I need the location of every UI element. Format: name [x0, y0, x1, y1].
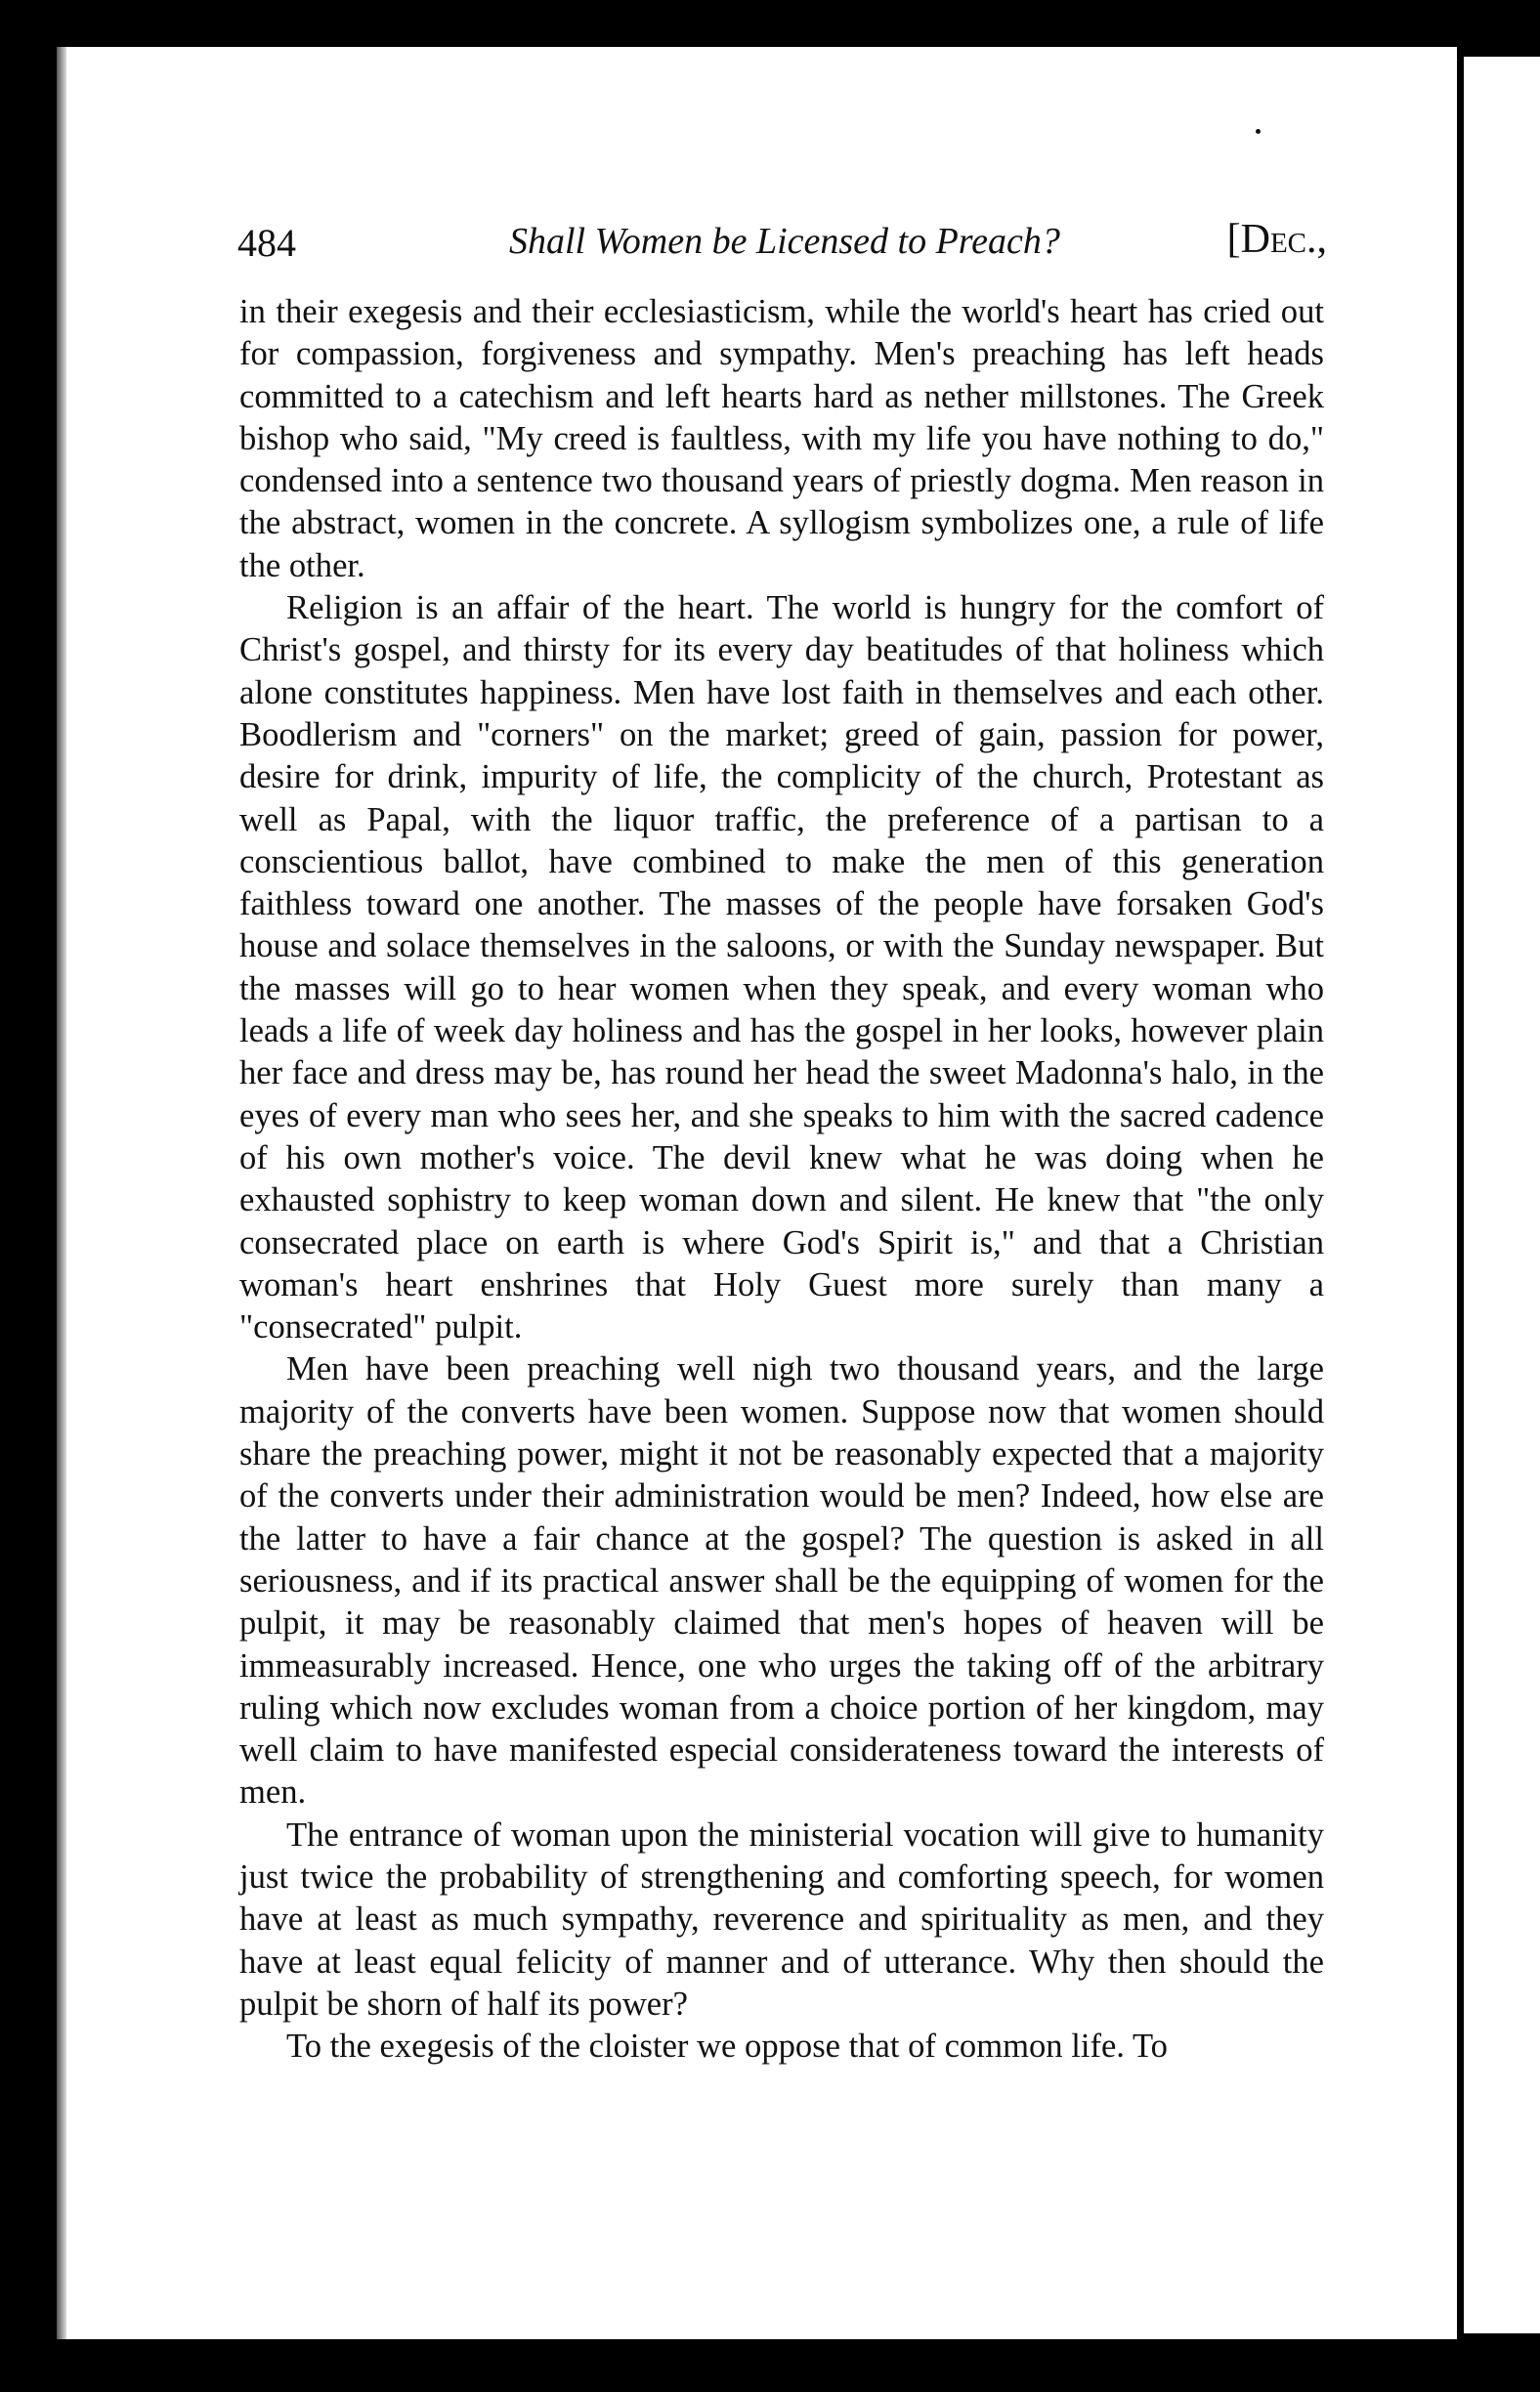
running-header — [237, 217, 1327, 278]
paragraph: To the exegesis of the cloister we oppose that of common life. To — [286, 2028, 1168, 2066]
paragraph: Men have been preaching well nigh two thousand years, and the large majority of the converts have been women. Suppose now that women should share the preaching power, might it not be reasonably expected that a majority of the converts under their administration would be men? Indeed, how else are the latter to have a fair chance at the gospel? The question is asked in all seriousness, and if its practical answer shall be the equipping of women for the pulpit, it may be reasonably claimed that men's hopes of heaven will be immeasurably increased. Hence, one who urges the taking off of the arbitrary ruling which now excludes woman from a choice portion of her kingdom, may well claim to have manifested especial considerateness toward the interests of men. — [239, 1350, 1324, 1812]
header-month: [Dec., — [1226, 217, 1327, 262]
paragraph: Religion is an affair of the heart. The world is hungry for the comfort of Christ's gospel, and thirsty for its every day beatitudes of that holiness which alone constitutes happiness. Men have lost faith in themselves and each other. Boodlerism and "corners" on the market; greed of gain, passion for power, desire for drink, impurity of life, the complicity of the church, Protestant as well as Papal, with the liquor traffic, the preference of a partisan to a conscientious ballot, have combined to make the men of this generation faithless toward one another. The masses of the people have forsaken God's house and solace themselves in the saloons, or with the Sunday newspaper. But the masses will go to hear women when they speak, and every woman who leads a life of week day holiness and has the gospel in her looks, however plain her face and dress may be, has round her head the sweet Madonna's halo, in the eyes of every man who sees her, and she speaks to him with the sacred cadence of his own mother's voice. The devil knew what he was doing when he exhausted sophistry to keep woman down and silent. He knew that "the only consecrated place on earth is where God's Spirit is," and that a Christian woman's heart enshrines that Holy Guest more surely than many a "consecrated" pulpit. — [239, 589, 1324, 1346]
running-title: Shall Women be Licensed to Preach? — [509, 221, 1060, 262]
paragraph: in their exegesis and their ecclesiasticism, while the world's heart has cried out for compassion, forgiveness and sympathy. Men's preaching has left heads committed to a catechism and left hearts hard as nether millstones. The Greek bishop who said, "My creed is faultless, with my life you have nothing to do," condensed into a sentence two thousand years of priestly dogma. Men reason in the abstract, women in the concrete. A syllogism symbolizes one, a rule of life the other. — [239, 293, 1324, 584]
facing-page-edge — [1464, 57, 1540, 2333]
speck-mark — [1256, 129, 1261, 134]
paragraph: The entrance of woman upon the ministerial vocation will give to humanity just twice the probability of strengthening and comforting speech, for women have at least as much sympathy, reverence and spirituality as men, and they have at least equal felicity of manner and of utterance. Why then should the pulpit be shorn of half its power? — [239, 1815, 1324, 2023]
page-gutter-shadow — [57, 47, 66, 2339]
page-number: 484 — [237, 221, 296, 265]
body-text — [239, 291, 1324, 2068]
